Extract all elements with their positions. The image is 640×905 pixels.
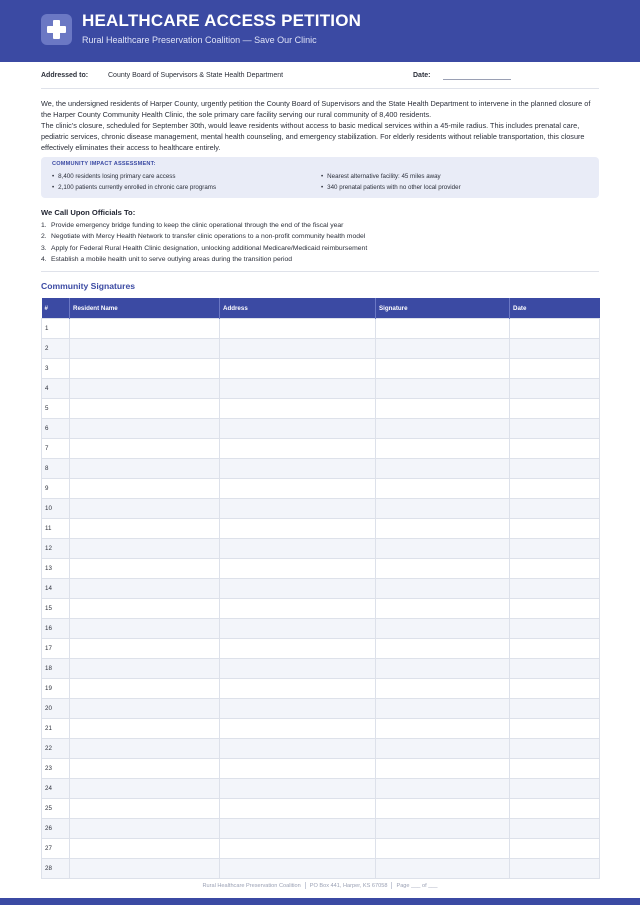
signature-cell[interactable] [376, 339, 510, 359]
resident-name-cell[interactable] [70, 459, 220, 479]
column-header-number: # [42, 298, 70, 319]
table-row [42, 719, 600, 739]
date-cell[interactable] [510, 499, 600, 519]
table-row [42, 479, 600, 499]
date-cell[interactable] [510, 539, 600, 559]
address-cell[interactable] [220, 819, 376, 839]
row-number: 7 [42, 439, 70, 459]
call-item [41, 243, 367, 254]
resident-name-cell[interactable] [70, 419, 220, 439]
signature-cell[interactable] [376, 479, 510, 499]
address-cell[interactable] [220, 859, 376, 879]
address-cell[interactable] [220, 479, 376, 499]
address-cell[interactable] [220, 599, 376, 619]
address-cell[interactable] [220, 519, 376, 539]
row-number: 14 [42, 579, 70, 599]
address-cell[interactable] [220, 619, 376, 639]
table-row [42, 599, 600, 619]
signature-cell[interactable] [376, 679, 510, 699]
date-cell[interactable] [510, 379, 600, 399]
resident-name-cell[interactable] [70, 859, 220, 879]
address-cell[interactable] [220, 419, 376, 439]
call-item-number: 4. [41, 255, 47, 263]
row-number: 10 [42, 499, 70, 519]
date-cell[interactable] [510, 399, 600, 419]
call-item-text: Negotiate with Mercy Health Network to transfer clinic operations to a non-profit community health model [51, 233, 366, 241]
address-cell[interactable] [220, 639, 376, 659]
signature-cell[interactable] [376, 859, 510, 879]
medical-cross-icon [41, 14, 72, 45]
resident-name-cell[interactable] [70, 679, 220, 699]
table-row [42, 859, 600, 879]
date-cell[interactable] [510, 799, 600, 819]
row-number: 18 [42, 659, 70, 679]
table-row [42, 419, 600, 439]
resident-name-cell[interactable] [70, 839, 220, 859]
resident-name-cell[interactable] [70, 779, 220, 799]
row-number: 23 [42, 759, 70, 779]
call-item [41, 254, 367, 265]
row-number: 3 [42, 359, 70, 379]
date-cell[interactable] [510, 699, 600, 719]
column-header-signature: Signature [376, 298, 510, 319]
date-cell[interactable] [510, 599, 600, 619]
resident-name-cell[interactable] [70, 339, 220, 359]
table-row [42, 579, 600, 599]
bottom-accent-bar [0, 898, 640, 905]
signature-cell[interactable] [376, 319, 510, 339]
row-number: 22 [42, 739, 70, 759]
row-number: 24 [42, 779, 70, 799]
resident-name-cell[interactable] [70, 639, 220, 659]
signature-cell[interactable] [376, 439, 510, 459]
table-row [42, 319, 600, 339]
date-cell[interactable] [510, 579, 600, 599]
table-row [42, 639, 600, 659]
resident-name-cell[interactable] [70, 619, 220, 639]
signature-cell[interactable] [376, 419, 510, 439]
address-cell[interactable] [220, 739, 376, 759]
call-item-number: 3. [41, 244, 47, 252]
signature-cell[interactable] [376, 719, 510, 739]
signature-cell[interactable] [376, 839, 510, 859]
row-number: 9 [42, 479, 70, 499]
table-row [42, 699, 600, 719]
row-number: 19 [42, 679, 70, 699]
row-number: 21 [42, 719, 70, 739]
address-cell[interactable] [220, 679, 376, 699]
signature-table-header [42, 298, 600, 319]
call-item-text: Apply for Federal Rural Health Clinic designation, unlocking additional Medicare/Medicaid reimbursement [51, 244, 368, 252]
call-item-number: 2. [41, 233, 47, 241]
address-cell[interactable] [220, 779, 376, 799]
signatures-heading: Community Signatures [41, 281, 136, 291]
petition-intro [41, 98, 601, 153]
resident-name-cell[interactable] [70, 399, 220, 419]
call-item [41, 231, 367, 242]
date-cell[interactable] [510, 679, 600, 699]
table-row [42, 679, 600, 699]
date-cell[interactable] [510, 339, 600, 359]
address-cell[interactable] [220, 399, 376, 419]
column-header-name: Resident Name [70, 298, 220, 319]
date-cell[interactable] [510, 839, 600, 859]
row-number: 11 [42, 519, 70, 539]
table-row [42, 439, 600, 459]
address-cell[interactable] [220, 359, 376, 379]
address-cell[interactable] [220, 339, 376, 359]
table-row [42, 619, 600, 639]
impact-item: • 2,100 patients currently enrolled in chronic care programs [52, 184, 216, 191]
signature-cell[interactable] [376, 379, 510, 399]
address-cell[interactable] [220, 379, 376, 399]
resident-name-cell[interactable] [70, 519, 220, 539]
date-cell[interactable] [510, 559, 600, 579]
address-cell[interactable] [220, 839, 376, 859]
table-row [42, 739, 600, 759]
column-header-date: Date [510, 298, 600, 319]
table-row [42, 359, 600, 379]
resident-name-cell[interactable] [70, 539, 220, 559]
intro-paragraph-1: We, the undersigned residents of Harper County, urgently petition the County Board of Supervisors and the State Health Department to intervene in the planned closure of the Harper County Community Health Clinic, the sole primary care facility serving our rural community of 8,400 residents. [41, 99, 591, 119]
row-number: 5 [42, 399, 70, 419]
row-number: 12 [42, 539, 70, 559]
row-number: 26 [42, 819, 70, 839]
addressed-to-value: County Board of Supervisors & State Health Department [108, 72, 284, 79]
address-cell[interactable] [220, 319, 376, 339]
call-item-number: 1. [41, 222, 47, 229]
address-cell[interactable] [220, 539, 376, 559]
signature-cell[interactable] [376, 579, 510, 599]
row-number: 8 [42, 459, 70, 479]
table-row [42, 519, 600, 539]
signature-cell[interactable] [376, 759, 510, 779]
date-cell[interactable] [510, 519, 600, 539]
footer-org: Rural Healthcare Preservation Coalition [202, 882, 301, 889]
date-cell[interactable] [510, 719, 600, 739]
resident-name-cell[interactable] [70, 659, 220, 679]
resident-name-cell[interactable] [70, 379, 220, 399]
table-row [42, 379, 600, 399]
date-cell[interactable] [510, 479, 600, 499]
address-cell[interactable] [220, 759, 376, 779]
resident-name-cell[interactable] [70, 499, 220, 519]
signature-cell[interactable] [376, 619, 510, 639]
column-header-address: Address [220, 298, 376, 319]
row-number: 17 [42, 639, 70, 659]
address-cell[interactable] [220, 459, 376, 479]
table-row [42, 459, 600, 479]
table-row [42, 819, 600, 839]
table-row [42, 839, 600, 859]
resident-name-cell[interactable] [70, 479, 220, 499]
signature-cell[interactable] [376, 739, 510, 759]
address-cell[interactable] [220, 439, 376, 459]
row-number: 28 [42, 859, 70, 879]
footer [0, 882, 640, 889]
address-cell[interactable] [220, 579, 376, 599]
row-number: 15 [42, 599, 70, 619]
resident-name-cell[interactable] [70, 599, 220, 619]
impact-item: • 340 prenatal patients with no other local provider [321, 184, 461, 191]
address-cell[interactable] [220, 499, 376, 519]
signature-cell[interactable] [376, 359, 510, 379]
signature-cell[interactable] [376, 399, 510, 419]
call-heading: We Call Upon Officials To: [41, 208, 136, 217]
date-cell[interactable] [510, 439, 600, 459]
resident-name-cell[interactable] [70, 359, 220, 379]
resident-name-cell[interactable] [70, 319, 220, 339]
signature-cell[interactable] [376, 499, 510, 519]
signature-cell[interactable] [376, 699, 510, 719]
signature-cell[interactable] [376, 459, 510, 479]
addressed-to-row [41, 70, 599, 89]
row-number: 27 [42, 839, 70, 859]
address-cell[interactable] [220, 719, 376, 739]
signature-cell[interactable] [376, 639, 510, 659]
date-cell[interactable] [510, 359, 600, 379]
call-item [41, 220, 367, 231]
footer-page: Page ___ of ___ [396, 882, 438, 889]
resident-name-cell[interactable] [70, 439, 220, 459]
signature-cell[interactable] [376, 519, 510, 539]
impact-item: • Nearest alternative facility: 45 miles away [321, 173, 441, 180]
page-title: HEALTHCARE ACCESS PETITION [82, 11, 362, 30]
date-cell[interactable] [510, 859, 600, 879]
signature-cell[interactable] [376, 779, 510, 799]
date-cell[interactable] [510, 739, 600, 759]
footer-divider [305, 882, 306, 889]
date-label: Date: [413, 72, 431, 79]
table-row [42, 759, 600, 779]
row-number: 1 [42, 319, 70, 339]
table-row [42, 799, 600, 819]
signature-cell[interactable] [376, 599, 510, 619]
impact-title: COMMUNITY IMPACT ASSESSMENT: [52, 161, 156, 167]
table-row [42, 399, 600, 419]
resident-name-cell[interactable] [70, 759, 220, 779]
date-cell[interactable] [510, 779, 600, 799]
date-cell[interactable] [510, 619, 600, 639]
signature-cell[interactable] [376, 559, 510, 579]
section-divider [41, 271, 599, 272]
date-cell[interactable] [510, 659, 600, 679]
resident-name-cell[interactable] [70, 799, 220, 819]
resident-name-cell[interactable] [70, 559, 220, 579]
signature-cell[interactable] [376, 799, 510, 819]
row-number: 25 [42, 799, 70, 819]
date-cell[interactable] [510, 459, 600, 479]
date-cell[interactable] [510, 639, 600, 659]
row-number: 4 [42, 379, 70, 399]
resident-name-cell[interactable] [70, 719, 220, 739]
date-cell[interactable] [510, 419, 600, 439]
table-row [42, 499, 600, 519]
date-cell[interactable] [510, 819, 600, 839]
intro-paragraph-2: The clinic's closure, scheduled for September 30th, would leave residents without access to basic medical services within a 45-mile radius. This includes prenatal care, pediatric services, chronic disease management, mental health counseling, and emergency stabilization. For elderly residents without reliable transportation, this closure effectively eliminates their access to healthcare entirely. [41, 121, 585, 152]
call-item-text: Establish a mobile health unit to serve outlying areas during the transition period [51, 255, 293, 263]
signature-cell[interactable] [376, 539, 510, 559]
resident-name-cell[interactable] [70, 739, 220, 759]
footer-address: PO Box 441, Harper, KS 67058 [309, 882, 388, 889]
row-number: 16 [42, 619, 70, 639]
date-cell[interactable] [510, 319, 600, 339]
call-list [41, 220, 367, 265]
call-item-text: Provide emergency bridge funding to keep the clinic operational through the end of the fiscal year [51, 222, 344, 229]
header-banner [0, 0, 640, 62]
addressed-to-label: Addressed to: [41, 72, 89, 79]
page-subtitle: Rural Healthcare Preservation Coalition — Save Our Clinic [82, 35, 317, 45]
row-number: 2 [42, 339, 70, 359]
table-row [42, 339, 600, 359]
date-cell[interactable] [510, 759, 600, 779]
resident-name-cell[interactable] [70, 579, 220, 599]
resident-name-cell[interactable] [70, 699, 220, 719]
row-number: 20 [42, 699, 70, 719]
date-field-line[interactable] [443, 79, 511, 80]
impact-item: • 8,400 residents losing primary care access [52, 173, 175, 180]
signature-table [41, 298, 600, 879]
address-cell[interactable] [220, 659, 376, 679]
row-number: 6 [42, 419, 70, 439]
impact-assessment-panel [41, 157, 599, 198]
table-row [42, 539, 600, 559]
signature-cell[interactable] [376, 659, 510, 679]
row-number: 13 [42, 559, 70, 579]
address-cell[interactable] [220, 799, 376, 819]
address-cell[interactable] [220, 699, 376, 719]
table-row [42, 559, 600, 579]
footer-divider [391, 882, 392, 889]
table-row [42, 659, 600, 679]
table-row [42, 779, 600, 799]
signature-cell[interactable] [376, 819, 510, 839]
address-cell[interactable] [220, 559, 376, 579]
resident-name-cell[interactable] [70, 819, 220, 839]
